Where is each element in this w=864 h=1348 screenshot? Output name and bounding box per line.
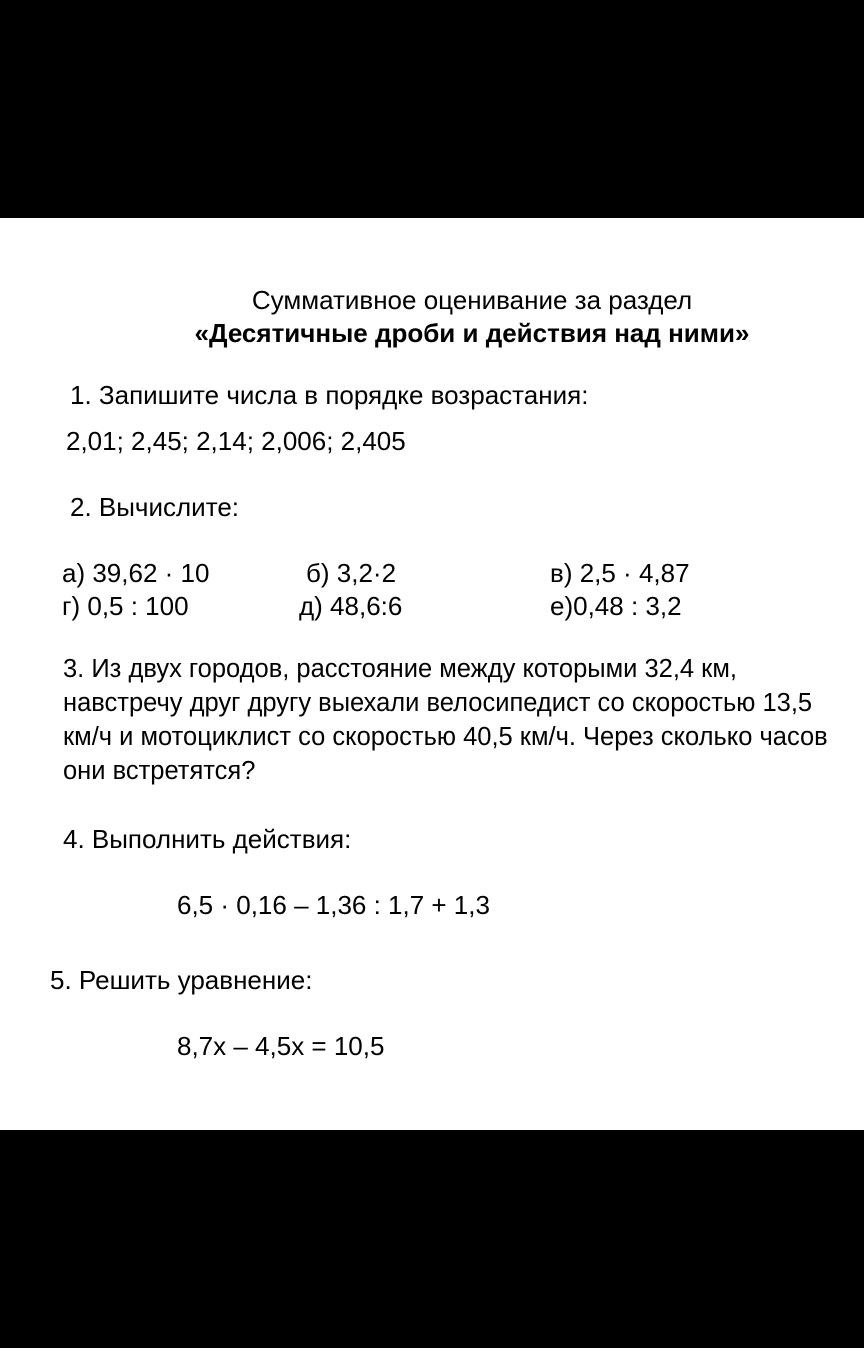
task4-expression: 6,5 · 0,16 – 1,36 : 1,7 + 1,3 bbox=[177, 890, 490, 920]
task1-heading: 1. Запишите числа в порядке возрастания: bbox=[70, 380, 589, 410]
task2-item-g: г) 0,5 : 100 bbox=[62, 591, 189, 621]
task3-text: 3. Из двух городов, расстояние между которыми 32,4 км, навстречу друг другу выехали велосипедист со скоростью 13,5 км/ч и мотоциклист со скоростью 40,5 км/ч. Через сколько часов они встретятся? bbox=[63, 655, 828, 785]
task1-numbers: 2,01; 2,45; 2,14; 2,006; 2,405 bbox=[66, 426, 406, 456]
task2-item-e: е)0,48 : 3,2 bbox=[550, 591, 682, 621]
task2-item-d: д) 48,6:6 bbox=[299, 591, 403, 621]
title-line-1: Суммативное оценивание за раздел bbox=[251, 285, 693, 315]
top-black-bar bbox=[0, 0, 864, 218]
title-line-2: «Десятичные дроби и действия над ними» bbox=[194, 318, 750, 348]
worksheet-page bbox=[0, 218, 864, 1130]
task2-item-v: в) 2,5 · 4,87 bbox=[550, 558, 690, 588]
task4-heading: 4. Выполнить действия: bbox=[63, 824, 352, 854]
task5-heading: 5. Решить уравнение: bbox=[50, 965, 313, 995]
task5-equation: 8,7х – 4,5х = 10,5 bbox=[177, 1031, 385, 1061]
task2-item-a: а) 39,62 · 10 bbox=[62, 558, 210, 588]
task2-item-b: б) 3,2·2 bbox=[306, 558, 397, 588]
bottom-black-bar bbox=[0, 1130, 864, 1348]
task2-heading: 2. Вычислите: bbox=[70, 492, 239, 522]
